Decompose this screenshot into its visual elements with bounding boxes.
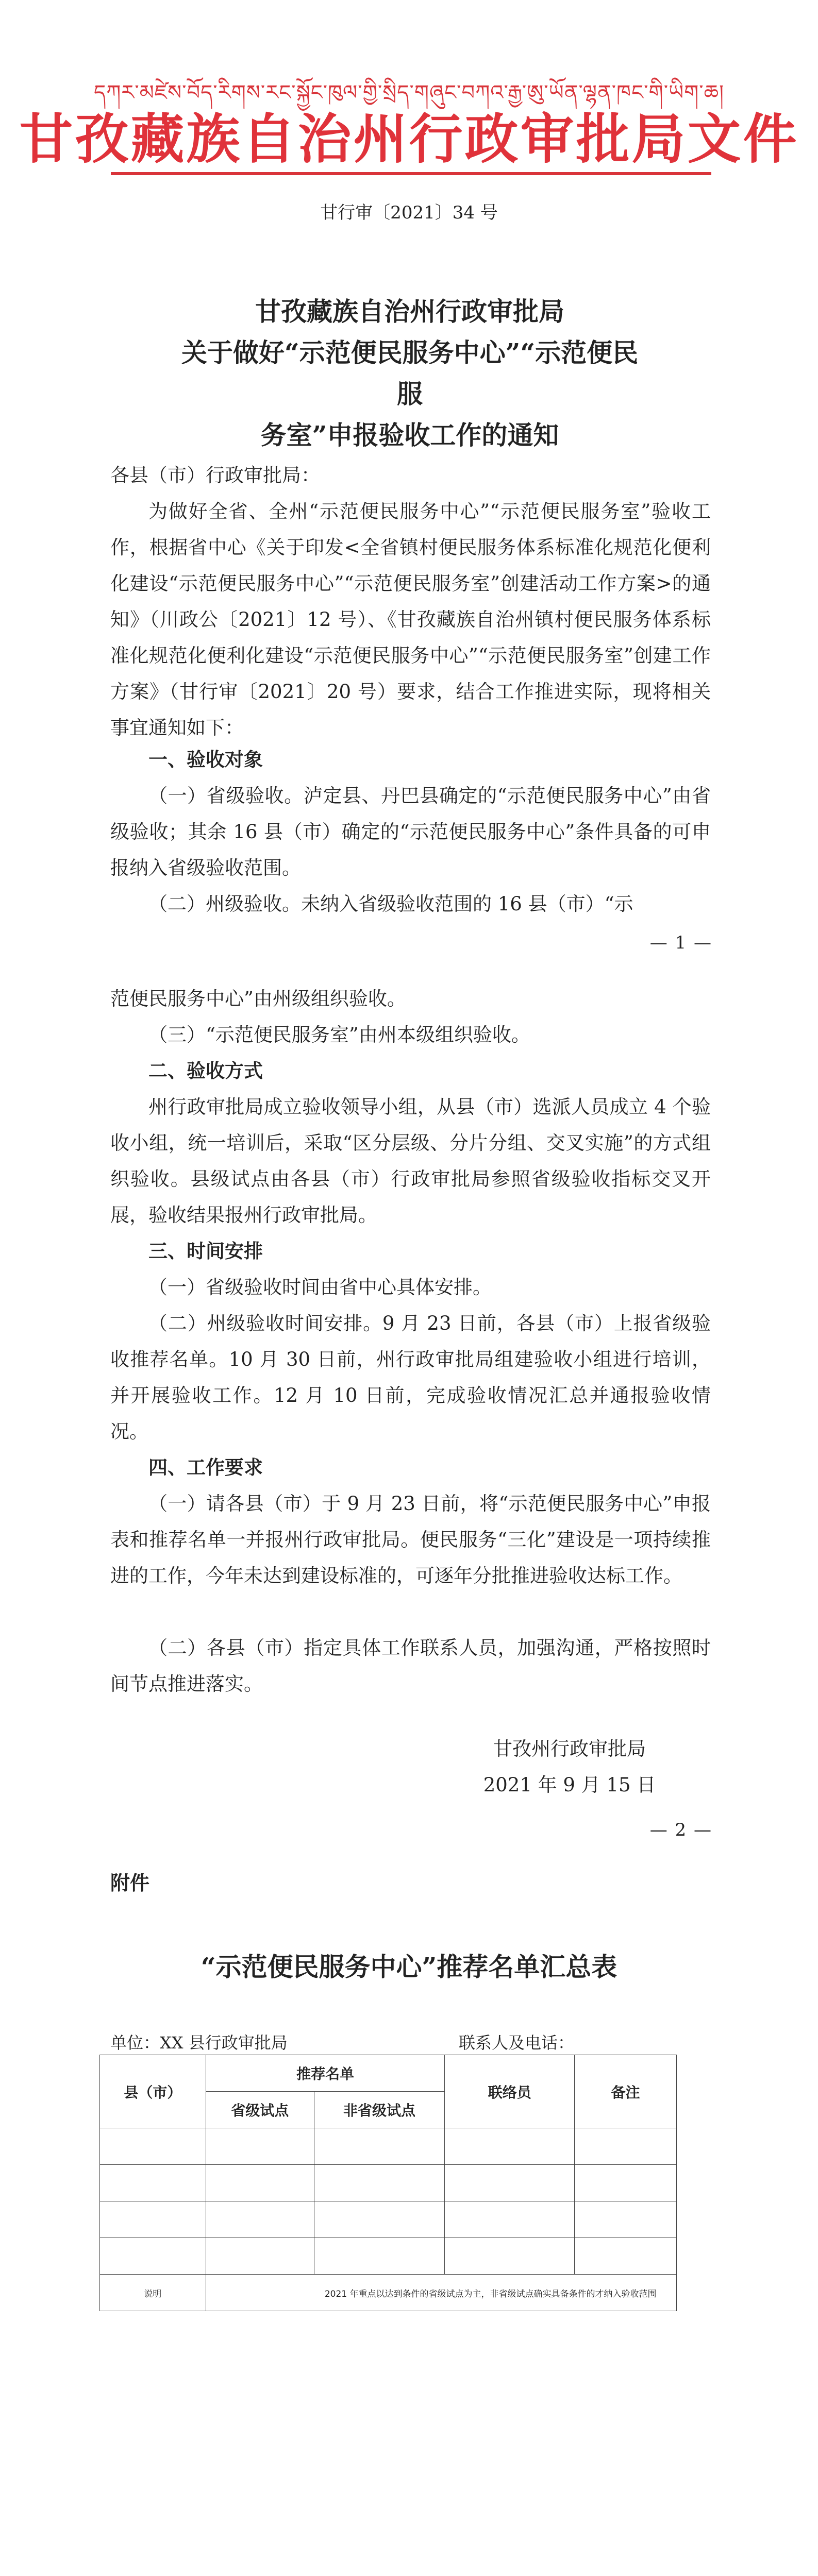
- section-2-heading: 二、验收方式: [148, 1060, 263, 1082]
- header-remark: 备注: [575, 2055, 677, 2128]
- signature-org: 甘孜州行政审批局: [493, 1738, 646, 1760]
- title-line-1: 甘孜藏族自治州行政审批局: [255, 296, 564, 327]
- unit-label: 单位：XX 县行政审批局: [110, 2033, 288, 2053]
- table-cell: [314, 2238, 445, 2275]
- page-number-1: — 1 —: [649, 933, 712, 953]
- table-cell: [100, 2165, 206, 2201]
- table-note-row: [100, 2275, 677, 2311]
- document-number: 甘行审〔2021〕34 号: [320, 202, 498, 223]
- table-cell: [445, 2128, 575, 2165]
- table-cell: [100, 2201, 206, 2238]
- table-cell: [100, 2238, 206, 2275]
- section-3-para-1: （一）省级验收时间由省中心具体安排。: [148, 1276, 492, 1298]
- table-cell: [314, 2128, 445, 2165]
- section-3-para-2: （二）州级验收时间安排。9 月 23 日前，各县（市）上报省级验收推荐名单。10 月 30 日前，州行政审批局组建验收小组进行培训，并开展验收工作。12 月 10 日前，完成验收情况汇总并通报验收情况。: [110, 1312, 711, 1443]
- subheader-provincial: 省级试点: [206, 2092, 314, 2128]
- signature-date: 2021 年 9 月 15 日: [483, 1774, 656, 1796]
- table-cell: [575, 2238, 677, 2275]
- tibetan-header: དཀར་མཛེས་བོད་རིགས་རང་སྐྱོང་ཁུལ་གྱི་སྲིད་གཞུང་བཀའ་རྒྱ་ཨུ་ཡོན་ལྷན་ཁང་གི་ཡིག་ཆ།: [93, 81, 725, 105]
- table-cell: [445, 2238, 575, 2275]
- page-number-2: — 2 —: [649, 1820, 712, 1840]
- table-header-row: [100, 2055, 677, 2092]
- recommendation-table: [99, 2055, 677, 2311]
- section-1-heading: 一、验收对象: [148, 749, 263, 771]
- table-cell: [445, 2201, 575, 2238]
- table-cell: [575, 2201, 677, 2238]
- table-row: [100, 2165, 677, 2201]
- section-4-heading: 四、工作要求: [148, 1456, 263, 1479]
- document-title: [175, 291, 644, 456]
- table-cell: [575, 2128, 677, 2165]
- table-cell: [314, 2201, 445, 2238]
- note-text: 2021 年重点以达到条件的省级试点为主，非省级试点确实具备条件的才纳入验收范围: [206, 2275, 676, 2311]
- table-cell: [206, 2128, 314, 2165]
- table-cell: [575, 2165, 677, 2201]
- header-county: 县（市）: [100, 2055, 206, 2128]
- table-cell: [100, 2128, 206, 2165]
- section-1-para-2-part-2: 范便民服务中心”由州级组织验收。: [110, 988, 406, 1010]
- subheader-nonprovincial: 非省级试点: [314, 2092, 445, 2128]
- section-1-para-1: （一）省级验收。泸定县、丹巴县确定的“示范便民服务中心”由省级验收；其余 16 县（市）确定的“示范便民服务中心”条件具备的可申报纳入省级验收范围。: [110, 785, 711, 879]
- intro-paragraph: 为做好全省、全州“示范便民服务中心”“示范便民服务室”验收工作，根据省中心《关于印发<全省镇村便民服务体系标准化规范化便利化建设“示范便民服务中心”“示范便民服务室”创建活动工作方案>的通知》（川政公〔2021〕12 号）、《甘孜藏族自治州镇村便民服务体系标准化规范化便利化建设“示范便民服务中心”“示范便民服务室”创建工作方案》（甘行审〔2021〕20 号）要求，结合工作推进实际，现将相关事宜通知如下：: [110, 500, 711, 739]
- section-4-para-1: （一）请各县（市）于 9 月 23 日前，将“示范便民服务中心”申报表和推荐名单一并报州行政审批局。便民服务“三化”建设是一项持续推进的工作，今年未达到建设标准的，可逐年分批推进验收达标工作。: [110, 1493, 711, 1587]
- red-divider: [111, 172, 711, 175]
- section-3-heading: 三、时间安排: [148, 1240, 263, 1262]
- section-1-para-2-part-1: （二）州级验收。未纳入省级验收范围的 16 县（市）“示: [148, 893, 633, 915]
- issuing-org-header: 甘孜藏族自治州行政审批局文件: [19, 107, 799, 171]
- contact-label: 联系人及电话：: [459, 2033, 575, 2053]
- title-line-2: 关于做好“示范便民服务中心”“示范便民服: [181, 337, 639, 409]
- table-row: [100, 2238, 677, 2275]
- table-cell: [445, 2165, 575, 2201]
- table-cell: [206, 2165, 314, 2201]
- note-label: 说明: [100, 2275, 206, 2311]
- table-cell: [206, 2238, 314, 2275]
- header-recommend: 推荐名单: [206, 2055, 445, 2092]
- section-1-para-3: （三）“示范便民服务室”由州本级组织验收。: [148, 1024, 530, 1046]
- attachment-title: “示范便民服务中心”推荐名单汇总表: [201, 1952, 617, 1982]
- attachment-label: 附件: [110, 1872, 150, 1894]
- section-4-para-2: （二）各县（市）指定具体工作联系人员，加强沟通，严格按照时间节点推进落实。: [110, 1637, 711, 1695]
- header-contact: 联络员: [445, 2055, 575, 2128]
- table-row: [100, 2201, 677, 2238]
- table-cell: [314, 2165, 445, 2201]
- table-row: [100, 2128, 677, 2165]
- section-2-para-1: 州行政审批局成立验收领导小组，从县（市）选派人员成立 4 个验收小组，统一培训后，采取“区分层级、分片分组、交叉实施”的方式组织验收。县级试点由各县（市）行政审批局参照省级验收指标交叉开展，验收结果报州行政审批局。: [110, 1096, 711, 1226]
- title-line-3: 务室”申报验收工作的通知: [260, 420, 559, 450]
- table-cell: [206, 2201, 314, 2238]
- salutation: 各县（市）行政审批局：: [110, 464, 320, 486]
